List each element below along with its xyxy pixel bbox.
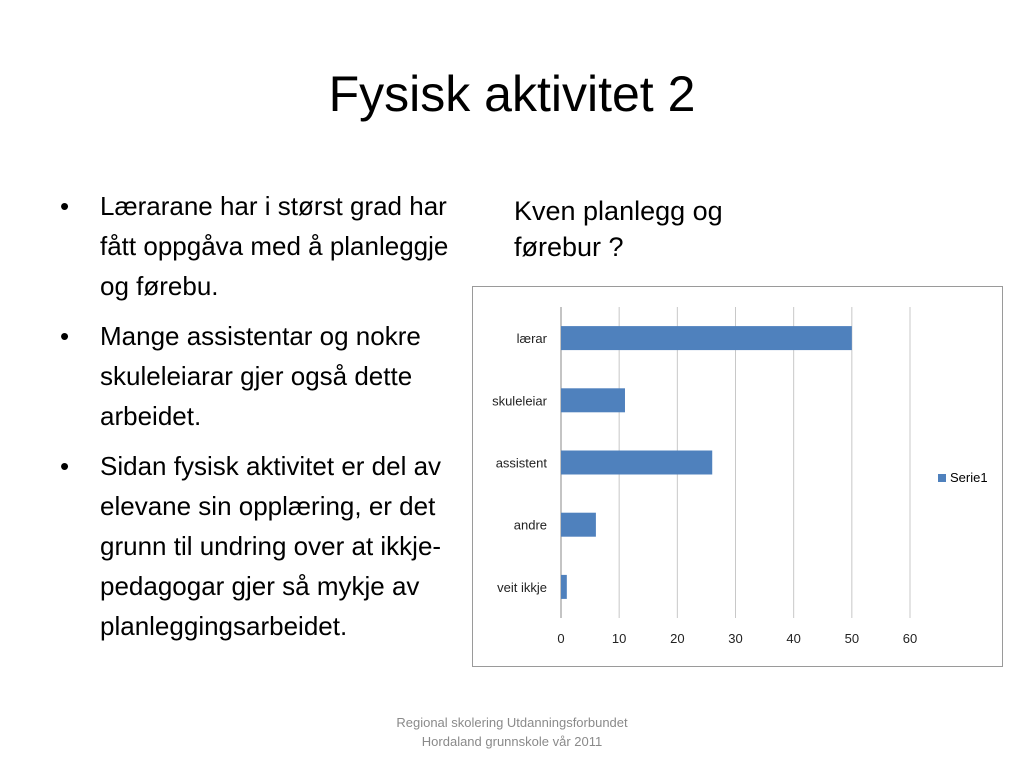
y-category-label: veit ikkje bbox=[497, 579, 547, 595]
bullet-text: Mange assistentar og nokre skuleleiarar gjer også dette arbeidet. bbox=[100, 321, 421, 431]
chart-heading: Kven planlegg og førebur ? bbox=[514, 196, 723, 262]
bar bbox=[561, 575, 567, 599]
bullet-text: Lærarane har i størst grad har fått oppgåva med å planleggje og førebu. bbox=[100, 191, 449, 301]
bullet-text: Sidan fysisk aktivitet er del av elevane sin opplæring, er det grunn til undring over at ikkje-pedagogar gjer så mykje av planleggingsarbeidet. bbox=[100, 451, 442, 641]
bar bbox=[561, 326, 852, 350]
footer-line: Hordaland grunnskole vår 2011 bbox=[421, 734, 603, 749]
chart-canvas bbox=[473, 287, 1004, 668]
x-tick-label: 30 bbox=[728, 631, 743, 646]
x-tick-label: 10 bbox=[611, 631, 627, 646]
y-category-label: lærar bbox=[516, 331, 547, 347]
footer-line: Regional skolering Utdanningsforbundet bbox=[396, 715, 628, 730]
bullet-item bbox=[52, 446, 477, 646]
bullet-item bbox=[52, 316, 477, 436]
y-category-label: assistent bbox=[495, 455, 547, 471]
bar bbox=[561, 451, 712, 475]
x-tick-label: 40 bbox=[786, 631, 801, 646]
bar bbox=[561, 513, 596, 537]
legend-label: Serie1 bbox=[950, 470, 988, 485]
slide-footer bbox=[312, 713, 712, 751]
bullet-dot-icon: • bbox=[60, 451, 70, 481]
bar-chart bbox=[472, 286, 1003, 667]
x-tick-label: 20 bbox=[670, 631, 685, 646]
chart-legend bbox=[938, 470, 988, 485]
x-tick-label: 0 bbox=[557, 631, 565, 646]
bullet-dot-icon: • bbox=[60, 191, 70, 221]
x-tick-label: 50 bbox=[844, 631, 860, 646]
bullet-dot-icon: • bbox=[60, 321, 70, 351]
bar bbox=[561, 388, 625, 412]
slide-title: Fysisk aktivitet 2 bbox=[328, 66, 696, 122]
legend-swatch bbox=[938, 474, 946, 482]
bullet-item bbox=[52, 186, 477, 306]
y-category-label: skuleleiar bbox=[492, 393, 547, 409]
bullet-list bbox=[52, 186, 477, 656]
y-category-label: andre bbox=[513, 517, 547, 533]
x-tick-label: 60 bbox=[902, 631, 918, 646]
